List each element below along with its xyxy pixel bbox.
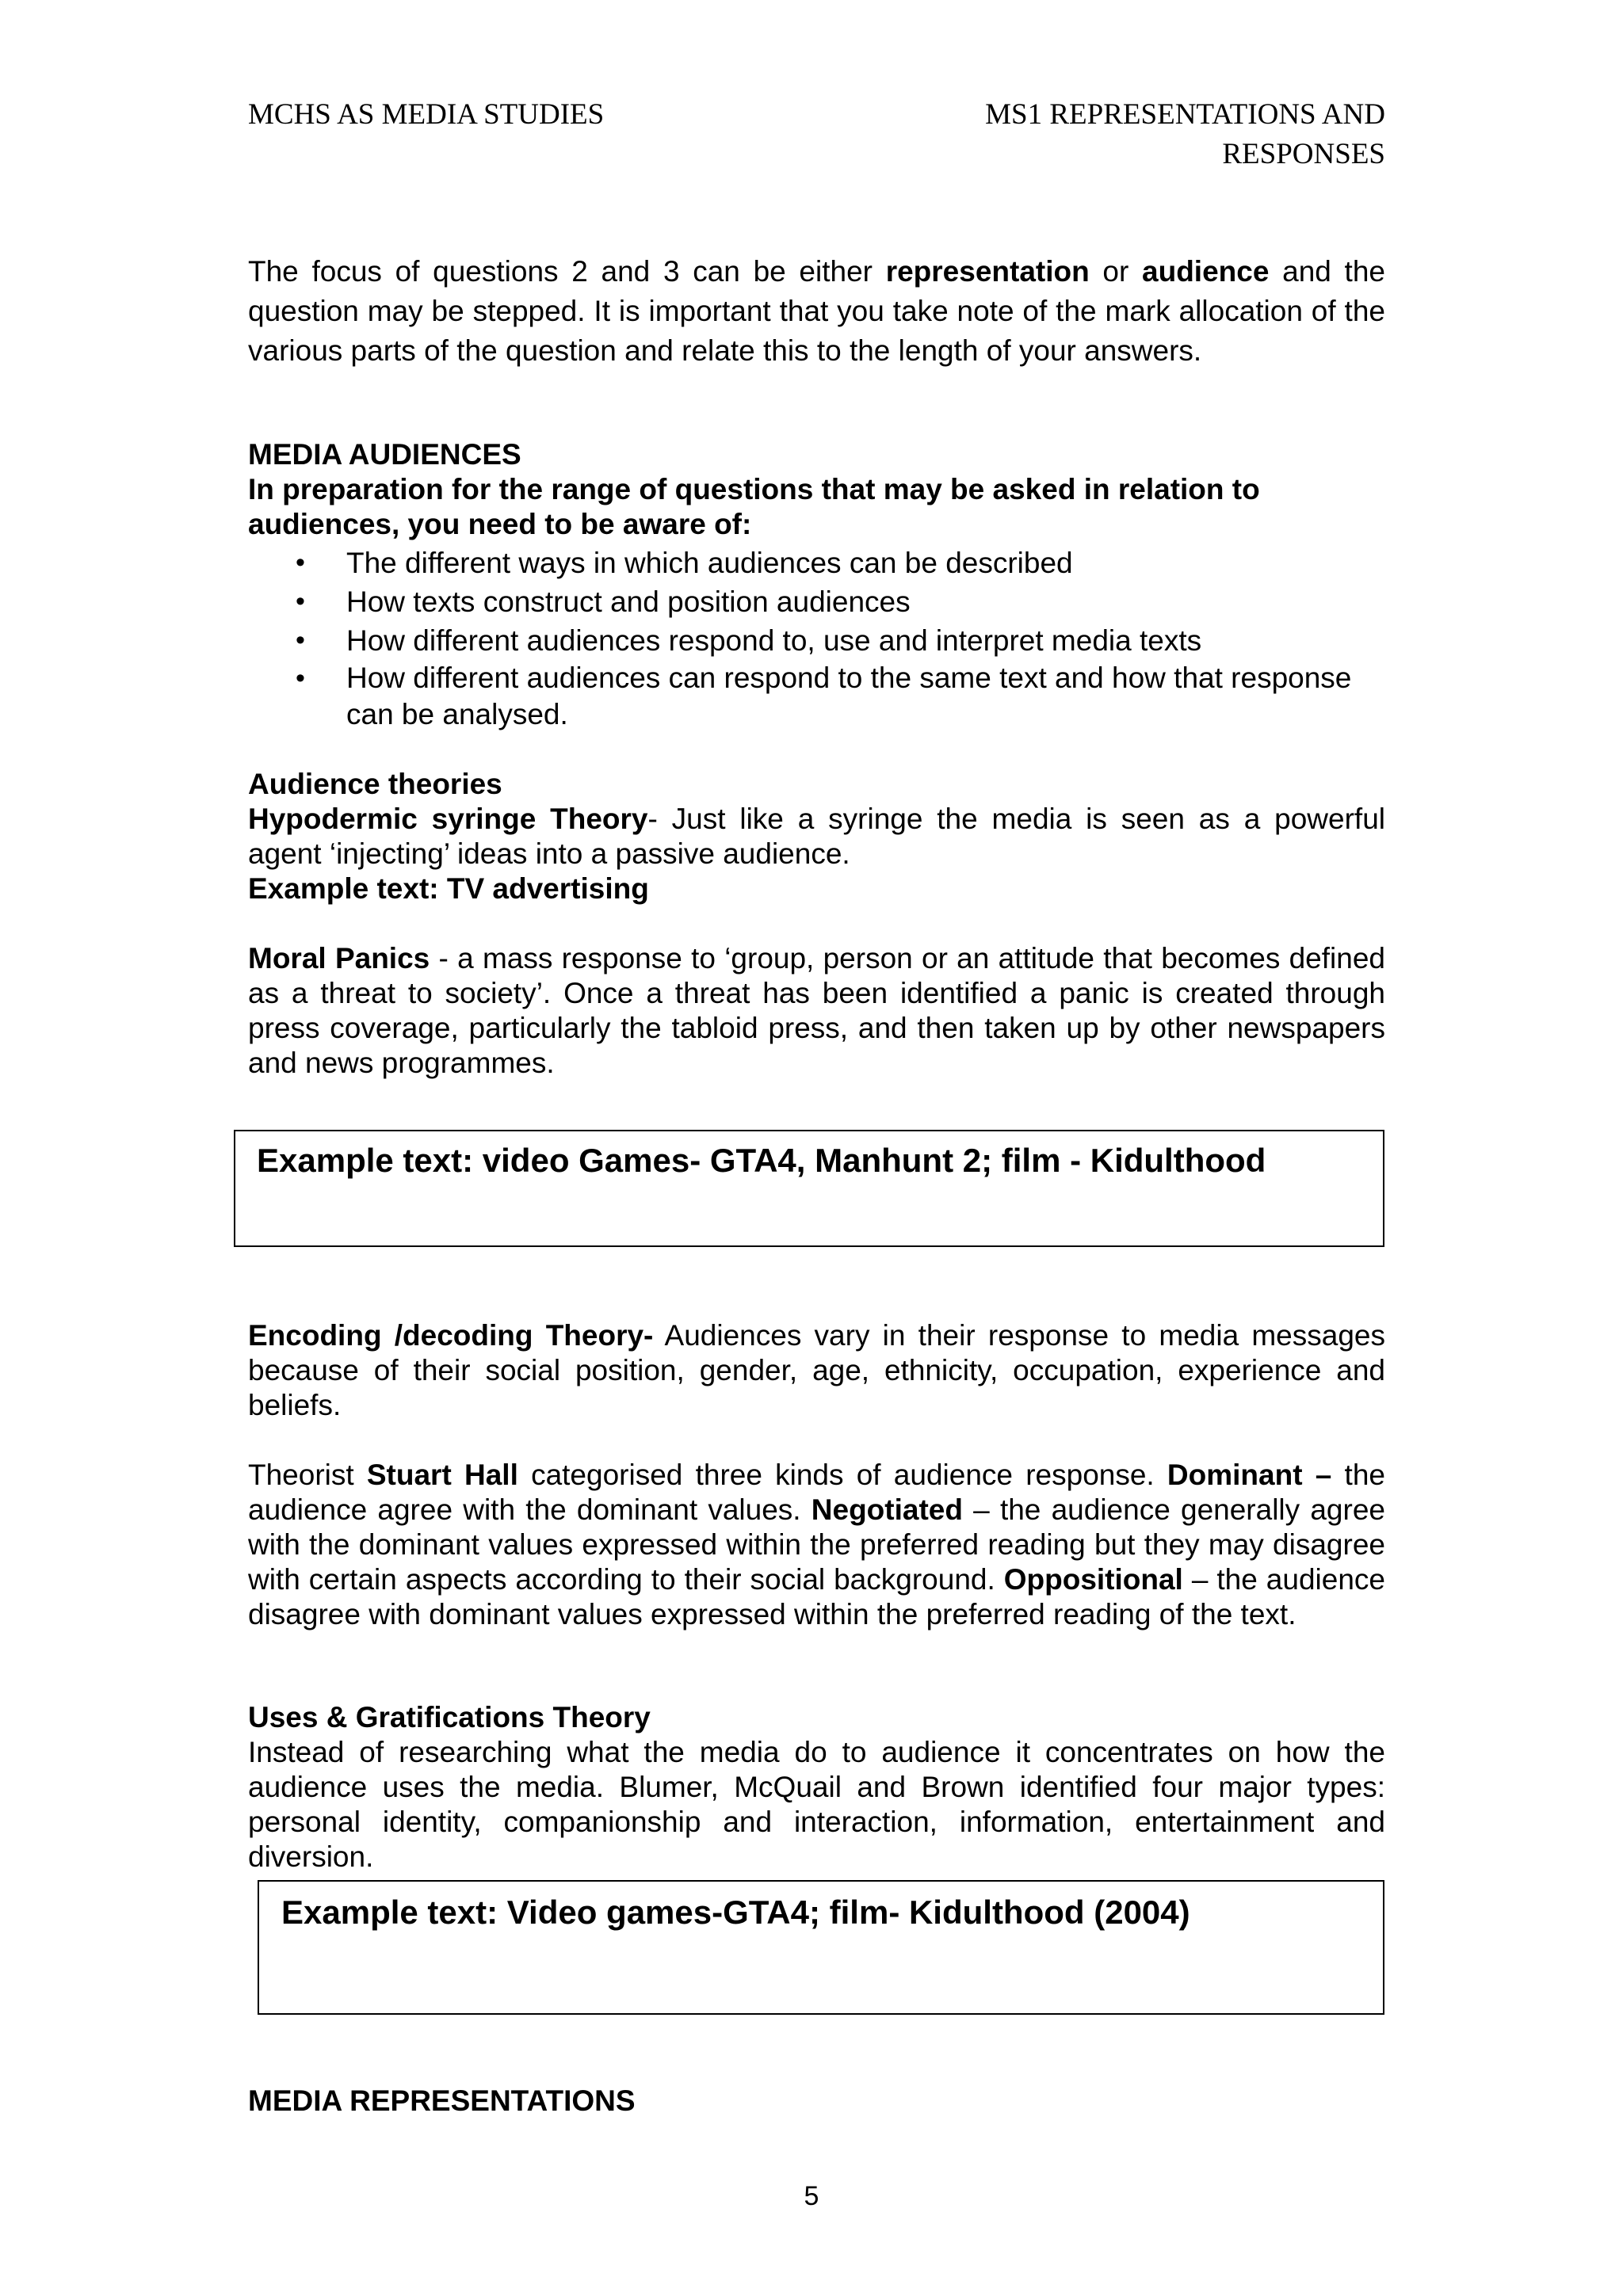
audience-theories-heading: Audience theories xyxy=(248,768,502,800)
hypodermic-paragraph xyxy=(248,802,1385,871)
header-left: MCHS AS MEDIA STUDIES xyxy=(248,98,605,131)
media-audiences-subheading: In preparation for the range of questions that may be asked in relation to audiences, you need to be aware of: xyxy=(248,473,1260,540)
moral-panics-term: Moral Panics xyxy=(248,942,430,974)
list-item: • How different audiences can respond to the same text and how that response can be analysed. xyxy=(296,662,1352,730)
page-number: 5 xyxy=(804,2181,819,2211)
bullet-icon: • xyxy=(296,663,305,693)
intro-text-1: The focus of questions 2 and 3 can be either xyxy=(248,255,886,288)
hypodermic-example: Example text: TV advertising xyxy=(248,872,649,905)
encoding-decoding-term: Encoding /decoding Theory- xyxy=(248,1319,654,1352)
intro-text-2: or xyxy=(1089,255,1143,288)
hypodermic-term: Hypodermic syringe Theory xyxy=(248,803,648,835)
negotiated-term: Negotiated xyxy=(811,1493,963,1526)
intro-paragraph xyxy=(248,252,1385,371)
list-item: • The different ways in which audiences can be described xyxy=(248,543,1385,582)
media-representations-heading: MEDIA REPRESENTATIONS xyxy=(248,2084,636,2117)
encoding-decoding-paragraph xyxy=(248,1318,1385,1423)
list-item: • How different audiences respond to, use and interpret media texts xyxy=(248,621,1385,660)
stuart-hall-name: Stuart Hall xyxy=(366,1459,518,1491)
intro-bold-audience: audience xyxy=(1142,255,1270,288)
moral-panics-text: - a mass response to ‘group, person or an attitude that becomes defined as a threat to society’. Once a threat has been identified a panic is created through press coverage, particularly the tabloid press, and then taken up by other newspapers and news programmes. xyxy=(248,942,1385,1079)
media-audiences-heading: MEDIA AUDIENCES xyxy=(248,438,521,471)
hypodermic-text: - Just like a syringe the media is seen as a powerful agent ‘injecting’ ideas into a passive audience. xyxy=(248,803,1385,870)
stuart-hall-paragraph: Theorist Stuart Hall categorised three kinds of audience response. Dominant – the audience agree with the dominant values. Negotiated – the audience generally agree with the dominant values expressed within the preferred reading but they may disagree with certain aspects according to their social background. Oppositional – the audience disagree with dominant values expressed within the preferred reading of the text. xyxy=(248,1459,1385,1630)
uses-gratifications-heading: Uses & Gratifications Theory xyxy=(248,1701,651,1733)
bullet-icon: • xyxy=(296,625,305,655)
example-box-uses-gratifications xyxy=(258,1880,1384,2015)
bullet-icon: • xyxy=(296,586,305,616)
moral-panics-paragraph xyxy=(248,941,1385,1081)
intro-text-3: and the question may be stepped. It is important that you take note of the mark allocation of the various parts of the question and relate this to the length of your answers. xyxy=(248,255,1385,367)
media-audiences-bullet-list xyxy=(248,543,1385,733)
uses-gratifications-paragraph: Instead of researching what the media do to audience it concentrates on how the audience uses the media. Blumer, McQuail and Brown identified four major types: personal identity, companionship and interaction, information, entertainment and diversion. xyxy=(248,1736,1385,1873)
header-right xyxy=(985,95,1385,174)
example-box-moral-panics xyxy=(234,1130,1384,1247)
oppositional-term: Oppositional xyxy=(1003,1563,1183,1596)
list-item: • How texts construct and position audiences xyxy=(248,582,1385,621)
dominant-term: Dominant – xyxy=(1167,1459,1332,1491)
header-right-line2: RESPONSES xyxy=(1222,138,1385,170)
example-box-moral-panics-text: Example text: video Games- GTA4, Manhunt 2; film - Kidulthood xyxy=(257,1142,1266,1179)
intro-bold-representation: representation xyxy=(885,255,1090,288)
bullet-icon: • xyxy=(296,547,305,578)
header-right-line1: MS1 REPRESENTATIONS AND xyxy=(985,98,1385,131)
encoding-decoding-text: Audiences vary in their response to media messages because of their social position, gender, age, ethnicity, occupation, experience and beliefs. xyxy=(248,1319,1385,1421)
example-box-uses-gratifications-text: Example text: Video games-GTA4; film- Kidulthood (2004) xyxy=(281,1894,1190,1931)
